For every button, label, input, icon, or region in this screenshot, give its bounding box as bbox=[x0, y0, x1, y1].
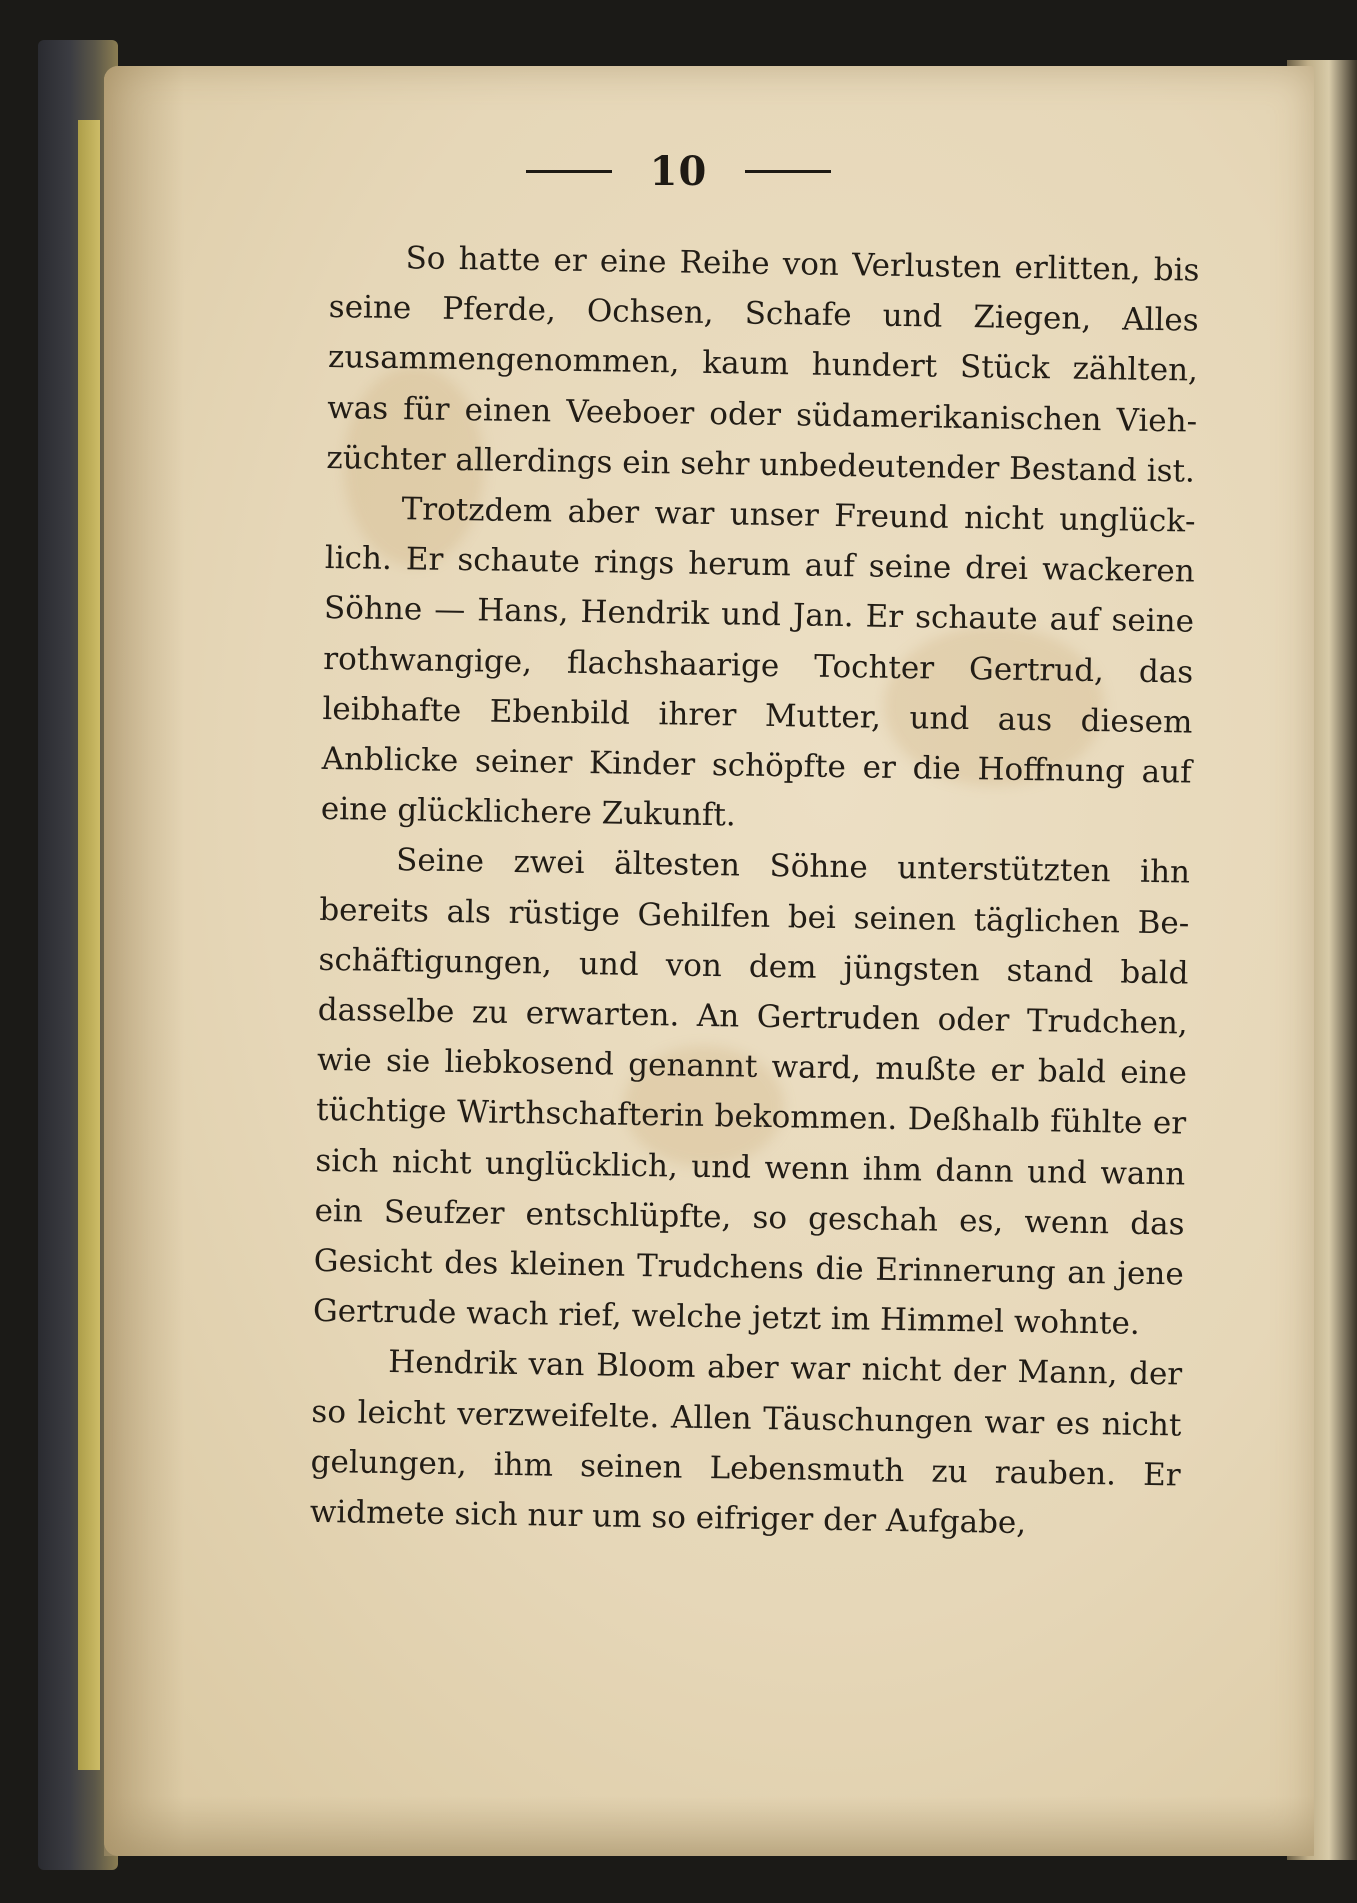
page-bottom-wear bbox=[104, 1796, 1314, 1856]
paragraph: Trotzdem aber war unser Freund nicht unglücklich. Er schaute rings herum auf seine drei wackeren Söhne — Hans, Hendrik und Jan. Er schaute auf seine rothwangige, flachshaarige Tochter Gertrud, das leibhafte Ebenbild ihrer Mutter, und aus diesem Anblicke seiner Kinder schöpfte er die Hoffnung auf eine glücklichere Zukunft. bbox=[320, 491, 1196, 834]
paragraph: Seine zwei ältesten Söhne unterstützten ihn bereits als rüstige Gehilfen bei seinen täglichen Beschäftigungen, und von dem jüngsten stand bald dasselbe zu erwarten. An Gertruden oder Trudchen, wie sie liebkosend genannt ward, mußte er bald eine tüchtige Wirthschafterin bekommen. Deßhalb fühlte er sich nicht unglücklich, und wenn ihm dann und wann ein Seufzer entschlüpfte, so geschah es, wenn das Gesicht des kleinen Trudchens die Erinnerung an jene Gertrude wach rief, welche jetzt im Himmel wohnte. bbox=[312, 842, 1191, 1343]
paragraph: So hatte er eine Reihe von Verlusten erlitten, bis seine Pferde, Ochsen, Schafe und Ziegen, Alles zusammengenommen, kaum hundert Stück zählten, was für einen Veeboer oder südamerikanischen Viehzüchter allerdings ein sehr unbedeutender Bestand ist. bbox=[326, 240, 1200, 490]
gutter-shadow bbox=[104, 66, 184, 1856]
paragraph: Hendrik van Bloom aber war nicht der Mann, der so leicht verzweifelte. Allen Täuschungen war es nicht gelungen, ihm seinen Lebensmuth zu rauben. Er widmete sich nur um so eifriger der Aufgabe, bbox=[309, 1344, 1183, 1542]
page-header bbox=[0, 148, 1357, 208]
binding-strip bbox=[78, 120, 100, 1770]
body-text bbox=[309, 232, 1199, 1551]
page-number: 10 bbox=[649, 148, 708, 195]
header-rule-right bbox=[745, 170, 831, 173]
header-rule-left bbox=[526, 170, 612, 173]
